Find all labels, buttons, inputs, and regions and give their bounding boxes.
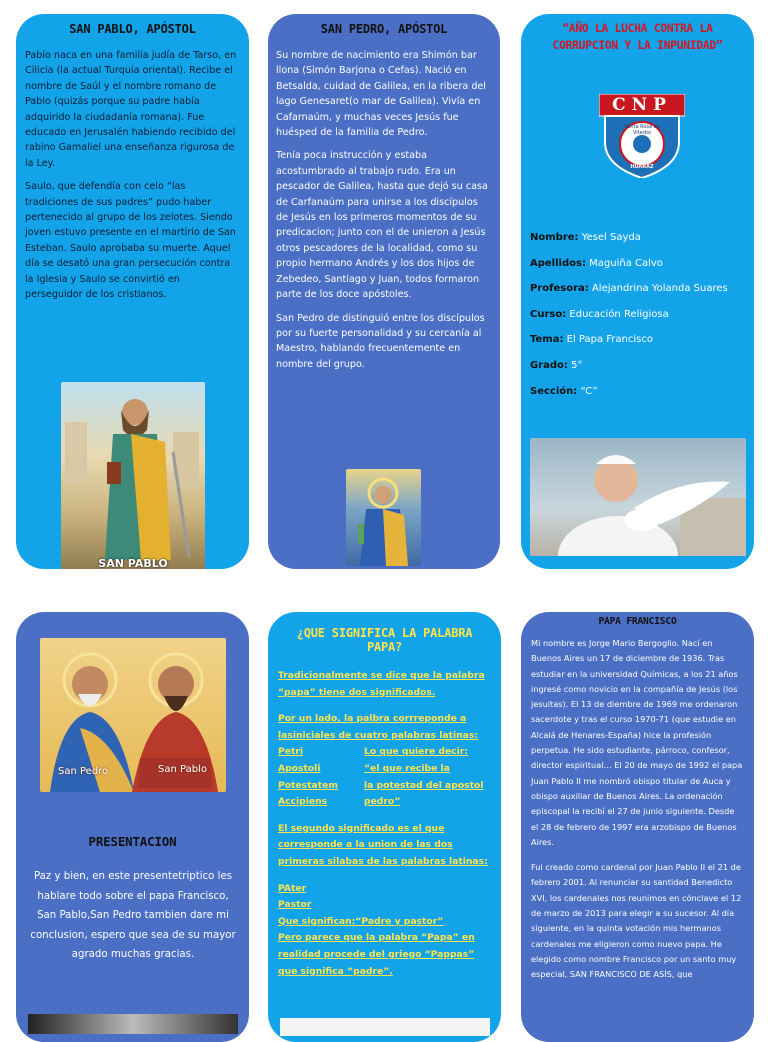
saints-image (40, 638, 226, 792)
pope-dove-image (530, 438, 746, 556)
paragraph: Su nombre de nacimiento era Shimón bar llona (Simón Barjona o Cefas). Nació en Betsalda, cuidad de Galilea, en la ribera del lago Genesaret(o mar de Galilea). Vivía en Cafarnaúm, y muchas veces Jesús fue huésped de la familia de Pedro. (276, 50, 486, 139)
paragraph: Tenía poca instrucción y estaba acostumbrado al trabajo rudo. Era un pescador de Galilea, hasta que dejó su casa de Carfanaúm para unirse a los discípulos de Jesús en los primeros momentos de su predicacion; junto con el de unieron a Jesús otros pescadores de la localidad, como su propio hermano Andrés y los dos hijos de Zebedeo, Santiago y Juan, todos formaron parte de los doce apóstoles. (276, 150, 488, 301)
logo-letters: CNP (612, 95, 672, 115)
cover-title: “AÑO LA LUCHA CONTRA LA CORRUPCION Y LA INPUNIDAD” (552, 22, 723, 52)
latin-words (278, 744, 491, 810)
paragraph: San Pedro de distinguió entre los discípulos por su fuerte personalidad y su cercanía al Maestro, hablando frecuentemente en nombre del grupo. (276, 312, 485, 370)
panel-title: PAPA FRANCISCO (598, 616, 677, 627)
saint-figure-icon (346, 469, 421, 566)
presentacion-text: Paz y bien, en este presentetriptico les hablare todo sobre el papa Francisco, San Pablo,San Pedro tambien dare mi conclusion, espero que sea de su mayor agrado muchas gracias. (30, 871, 236, 960)
field-apellidos: Apellidos: Maguiña Calvo (530, 257, 663, 269)
panel-title: SAN PEDRO, APÓSTOL (320, 22, 448, 36)
san-pablo-image (61, 382, 205, 569)
field-seccion: Sección: “C” (530, 385, 598, 397)
latin-row: Accipiens pedro” (278, 796, 401, 808)
paragraph: El segundo significado es el que corresponde a la union de las dos primeras silabas de las palabras latinas: (278, 822, 488, 867)
field-nombre: Nombre: Yesel Sayda (530, 232, 641, 243)
paragraph: Pablo naca en una familia judía de Tarso, en Cilicia (la actual Turquía oriental). Recibe el nombre de Saúl y el nombre romano de Pablo (quizás porque su padre había adquirido la ciudadanía romana). Fue educado en Jerusalén habiendo recibido del rabino Gamaliel una enseñanza rigurosa de la Ley. (25, 50, 237, 169)
logo-ring-text: Santa Rosa de Viterbo (624, 124, 660, 136)
paragraph: PAter Pastor Que significan:“Padre y pastor” Pero parece que la palabra “Papa” en realidad procede del griego “Pappas” que significa “padre”. (278, 882, 475, 977)
panel-title: ¿QUE SIGNIFICA LA PALABRA PAPA? (296, 626, 473, 654)
field-profesora: Profesora: Alejandrina Yolanda Suares (530, 283, 728, 295)
bottom-image-strip (28, 1014, 238, 1034)
bottom-image-strip (280, 1018, 490, 1036)
paragraph: Tradicionalmente se dice que la palabra “papa” tiene dos significados. (278, 670, 485, 698)
paragraph: Fui creado como cardenal por Juan Pablo II el 21 de febrero 2001. Al renunciar su santidad Benedicto XVI, los cardenales nos reunimos en cónclave el 12 de marzo de 2013 para elegir a su sucesor. Al día siguiente, en la quinta votación mis hermanos cardenales me eligieron como nuevo papa. He elegido como nombre Francisco por un santo muy especial, SAN FRANCISCO DE ASÍS, que (531, 862, 742, 980)
field-tema: Tema: El Papa Francisco (530, 334, 653, 346)
field-curso: Curso: Educación Religiosa (530, 308, 669, 320)
panel-san-pedro (268, 14, 500, 569)
panel-papa-francisco (521, 612, 754, 1042)
logo-city: HUARAZ (630, 164, 654, 170)
presentacion-title: PRESENTACION (88, 834, 177, 849)
field-grado: Grado: 5° (530, 359, 583, 371)
latin-row: Apostoli “el que recibe la (278, 762, 450, 774)
image-caption: SAN PABLO (98, 557, 168, 569)
panel-palabra-papa (268, 612, 501, 1042)
paragraph: Saulo, que defendía con celo “las tradiciones de sus padres” pudo haber pertenecido al grupo de los zelotes. Siendo joven estuvo presente en el martirio de San Esteban. Saulo aprobaba su muerte. Aquel día se desató una gran persecución contra la Iglesia y Saulo se convirtió en perseguidor de los cristianos. (25, 181, 236, 301)
saint-figure-icon (61, 382, 205, 569)
panel-cover (521, 14, 754, 569)
student-info (530, 232, 728, 411)
label-san-pablo: San Pablo (158, 764, 207, 775)
panel-presentacion (16, 612, 249, 1042)
label-san-pedro: San Pedro (58, 766, 109, 777)
san-pedro-image (346, 469, 421, 566)
paragraph: Por un lado, la palbra corrreponde a lasiniciales de cuatro palabras latinas: (278, 713, 478, 741)
pope-with-dove-icon (530, 438, 746, 556)
latin-row: Petri Lo que quiere decir: (278, 746, 468, 758)
panel-san-pablo (16, 14, 249, 569)
paragraph: Mi nombre es Jorge Mario Bergoglio. Nací en Buenos Aires un 17 de diciembre de 1936. Tras estudiar en la universidad Químicas, a los 21 años ingresé como novicio en la compañía de Jesús (los jesuitas). El 13 de diembre de 1969 me ordenaron sacerdote y tras el curso 1970-71 (que estudie en Alcalá de Henares-España) hice la profesión perpetua. He sido estudiante, párroco, confesor, director espiritual… El 20 de mayo de 1992 el papa Juan Pablo II me nombró obispo titular de Auca y obispo auxiliar de Buenos Aires. La ordenación episcopal la recibí el 27 de junio siguiente. Desde el 28 de febrero de 1997 era arzobispo de Buenos Aires. (531, 638, 743, 847)
latin-row: Potestatem la potestad del apostol (278, 779, 484, 791)
panel-title: SAN PABLO, APÓSTOL (69, 22, 196, 36)
school-logo (599, 94, 685, 178)
